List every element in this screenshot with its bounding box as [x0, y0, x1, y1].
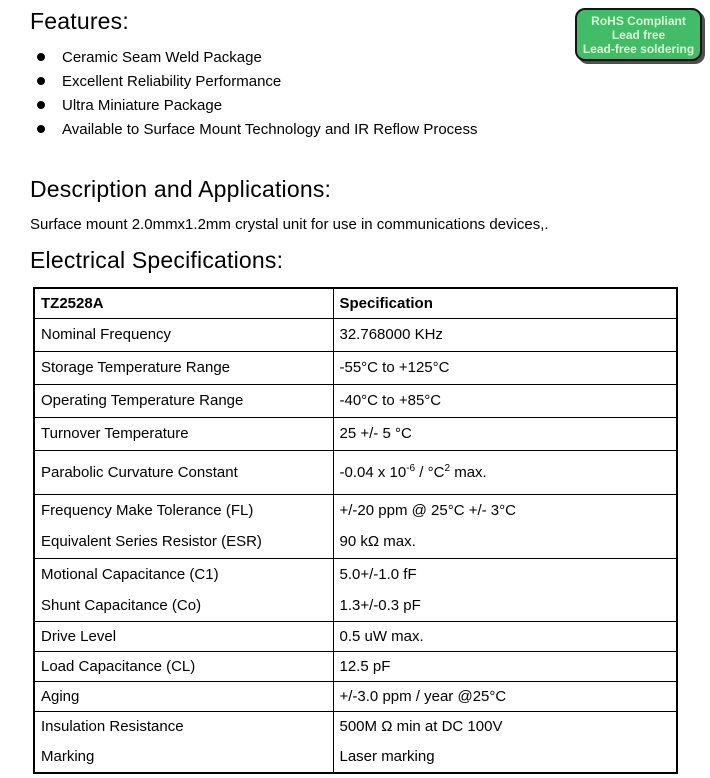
feature-text: Ceramic Seam Weld Package	[62, 48, 262, 66]
spec-label: Motional Capacitance (C1)	[41, 565, 219, 583]
table-header-row	[34, 288, 677, 318]
spec-label: Shunt Capacitance (Co)	[41, 596, 202, 614]
spec-label: Aging	[34, 681, 333, 711]
spec-label: Load Capacitance (CL)	[34, 651, 333, 681]
spec-value: 5.0+/-1.0 fF	[339, 565, 417, 583]
badge-line: RoHS Compliant	[591, 13, 686, 28]
spec-label: Marking	[41, 748, 95, 765]
bullet-icon	[37, 77, 45, 85]
spec-value: 0.5 uW max.	[333, 621, 677, 651]
table-row	[34, 711, 677, 773]
spec-label: Storage Temperature Range	[34, 351, 333, 384]
bullet-icon	[37, 101, 45, 109]
spec-label: Frequency Make Tolerance (FL)	[41, 501, 254, 519]
table-row	[34, 384, 677, 417]
bullet-icon	[37, 125, 45, 133]
description-title: Description and Applications:	[30, 176, 332, 202]
rohs-compliance-badge	[575, 8, 702, 61]
specs-title: Electrical Specifications:	[30, 247, 284, 273]
spec-value: +/-3.0 ppm / year @25°C	[333, 681, 677, 711]
value-part: max.	[450, 463, 487, 481]
electrical-specifications-table	[33, 287, 678, 774]
list-item	[33, 117, 478, 141]
spec-label: Nominal Frequency	[34, 318, 333, 351]
table-row	[34, 621, 677, 651]
list-item	[33, 45, 478, 69]
spec-label: Turnover Temperature	[34, 417, 333, 450]
spec-label: Operating Temperature Range	[34, 384, 333, 417]
spec-value: 12.5 pF	[333, 651, 677, 681]
spec-label-group	[34, 711, 333, 773]
spec-value	[333, 450, 677, 494]
spec-value: 90 kΩ max.	[339, 533, 416, 551]
value-superscript: 2	[444, 462, 451, 474]
list-item	[33, 69, 478, 93]
table-row	[34, 494, 677, 558]
spec-label-group	[34, 558, 333, 621]
table-row	[34, 558, 677, 621]
column-header-specification: Specification	[333, 288, 677, 318]
spec-value-group	[333, 558, 677, 621]
table-row	[34, 450, 677, 494]
table-row	[34, 351, 677, 384]
spec-value-group	[333, 494, 677, 558]
spec-label-group	[34, 494, 333, 558]
badge-line: Lead free	[611, 27, 666, 42]
features-title: Features:	[30, 8, 129, 34]
bullet-icon	[37, 53, 45, 61]
feature-text: Excellent Reliability Performance	[62, 72, 282, 90]
spec-label: Equivalent Series Resistor (ESR)	[41, 533, 262, 551]
feature-text: Ultra Miniature Package	[62, 96, 223, 114]
spec-value: 25 +/- 5 °C	[333, 417, 677, 450]
spec-value: -55°C to +125°C	[333, 351, 677, 384]
spec-value-group	[333, 711, 677, 773]
table-row	[34, 417, 677, 450]
value-part: / °C	[415, 463, 445, 481]
value-superscript: -6	[406, 462, 416, 474]
spec-value: Laser marking	[339, 748, 435, 765]
list-item	[33, 93, 478, 117]
value-part: -0.04 x 10	[339, 463, 407, 481]
feature-text: Available to Surface Mount Technology and IR Reflow Process	[62, 120, 478, 138]
table-row	[34, 318, 677, 351]
description-body: Surface mount 2.0mmx1.2mm crystal unit for use in communications devices,.	[30, 216, 549, 233]
table-row	[34, 651, 677, 681]
spec-label: Parabolic Curvature Constant	[34, 450, 333, 494]
badge-line: Lead-free soldering	[582, 41, 695, 56]
spec-value: 32.768000 KHz	[333, 318, 677, 351]
table-row	[34, 681, 677, 711]
spec-value: +/-20 ppm @ 25°C +/- 3°C	[339, 501, 516, 519]
column-header-model: TZ2528A	[34, 288, 333, 318]
features-list	[33, 45, 478, 141]
spec-label: Insulation Resistance	[41, 718, 184, 735]
spec-value: 500M Ω min at DC 100V	[339, 718, 503, 735]
spec-value: 1.3+/-0.3 pF	[339, 596, 421, 614]
spec-value: -40°C to +85°C	[333, 384, 677, 417]
spec-label: Drive Level	[34, 621, 333, 651]
